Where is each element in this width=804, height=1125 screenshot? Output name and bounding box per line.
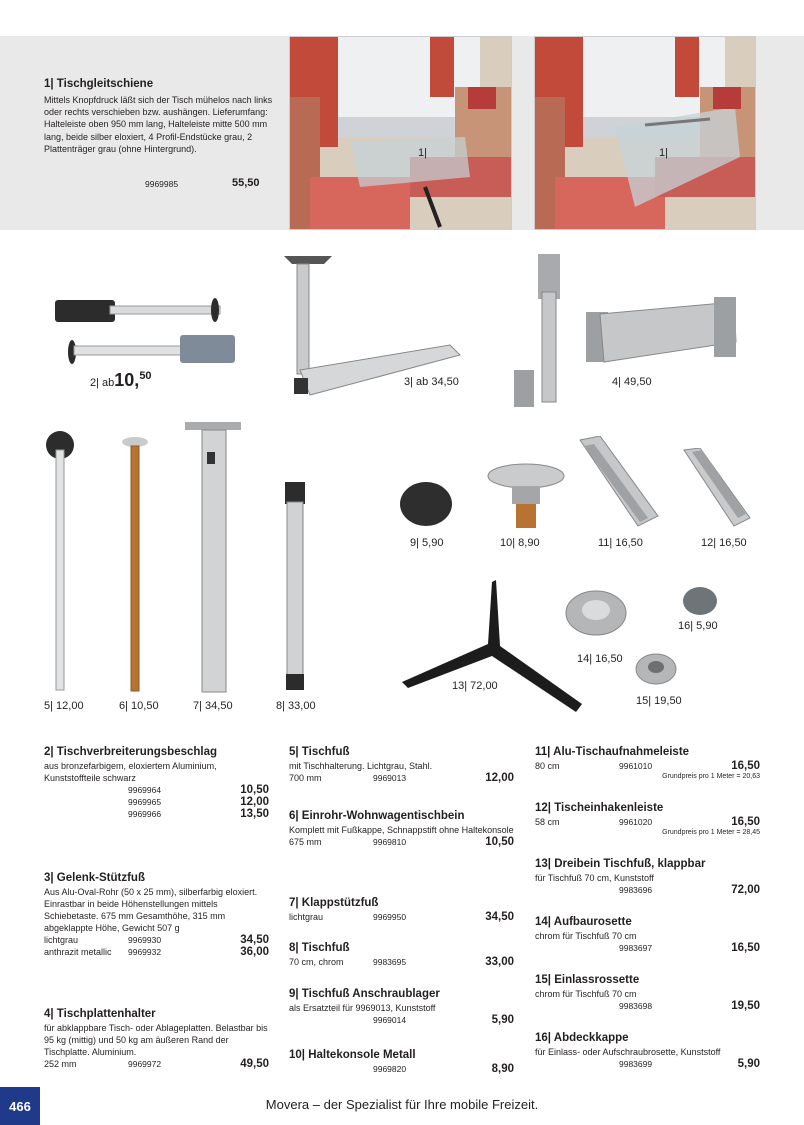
- camper-interior-image: [290, 37, 512, 230]
- product-entry: [289, 808, 514, 848]
- footer-slogan: Movera – der Spezialist für Ihre mobile Freizeit.: [265, 1097, 539, 1112]
- price: 5,90: [491, 1014, 514, 1026]
- product-entry: [289, 744, 514, 784]
- photo-table-rail-1: [289, 36, 512, 230]
- label-13: 13| 72,00: [452, 680, 498, 692]
- article-number: 9969966: [128, 809, 162, 819]
- intro-description: Mittels Knopfdruck läßt sich der Tisch mühelos nach links oder rechts verschieben bzw. aushängen. Lieferumfang: Halteleiste oben 950 mm lang, Halteleiste mitte 500 mm lang, beide silber eloxiert, 4 Profil-Endstücke grau, 2 Plattenträger grau (ohne Hintergrund).: [44, 95, 273, 154]
- product-10-metal-bracket-image: [486, 462, 566, 528]
- product-description: Aus Alu-Oval-Rohr (50 x 25 mm), silberfarbig eloxiert. Einrastbar in beide Höhenstellungen mittels Schiebetaste. 675 mm Gesamthöhe, 315 mm abgeklappte Höhe, Gewicht 507 g: [44, 887, 258, 933]
- variant: anthrazit metallic: [44, 947, 112, 957]
- product-2-extension-bracket-image: [50, 290, 240, 370]
- base-price-note: Grundpreis pro 1 Meter = 28,45: [662, 829, 760, 836]
- product-entry: [535, 800, 760, 837]
- price: 72,00: [731, 884, 760, 896]
- article-number: 9961010: [619, 761, 653, 771]
- article-number: 9983696: [619, 885, 653, 895]
- label-8: 8| 33,00: [276, 700, 316, 712]
- product-description: aus bronzefarbigem, eloxiertem Aluminium, Kunststoffteile schwarz: [44, 761, 217, 783]
- product-description: mit Tischhalterung. Lichtgrau, Stahl.: [289, 761, 433, 771]
- intro-title: 1| Tischgleitschiene: [44, 78, 154, 90]
- photo-table-rail-2: [534, 36, 756, 230]
- product-row: [535, 1000, 760, 1012]
- price: 10,50: [485, 836, 514, 848]
- product-title: 5| Tischfuß: [289, 746, 350, 758]
- price: 36,00: [240, 946, 269, 958]
- product-16-cover-cap-image: [682, 586, 718, 616]
- product-title: 4| Tischplattenhalter: [44, 1008, 156, 1020]
- article-number: 9983697: [619, 943, 653, 953]
- product-title: 13| Dreibein Tischfuß, klappbar: [535, 858, 706, 870]
- product-4-tabletop-holder-image: [514, 252, 744, 412]
- product-row: [289, 772, 514, 784]
- product-entry: [289, 895, 514, 923]
- article-number: 9969014: [373, 1015, 407, 1025]
- product-title: 8| Tischfuß: [289, 942, 350, 954]
- article-number: 9969013: [373, 773, 407, 783]
- product-entry: [289, 940, 514, 968]
- product-title: 6| Einrohr-Wohnwagentischbein: [289, 810, 465, 822]
- article-number: 9969930: [128, 935, 162, 945]
- product-title: 16| Abdeckkappe: [535, 1032, 629, 1044]
- label-16: 16| 5,90: [678, 620, 718, 632]
- variant: 80 cm: [535, 761, 560, 771]
- variant: 58 cm: [535, 817, 560, 827]
- product-7-folding-support-foot-image: [185, 422, 245, 694]
- price: 13,50: [240, 808, 269, 820]
- price: 34,50: [485, 911, 514, 923]
- product-9-screw-bearing-image: [398, 478, 454, 528]
- price: 16,50: [731, 942, 760, 954]
- label-2: 2| ab10,50: [90, 370, 152, 390]
- product-row: [44, 796, 269, 808]
- label-10: 10| 8,90: [500, 537, 540, 549]
- camper-interior-image-2: [535, 37, 756, 230]
- product-row: [44, 946, 269, 958]
- product-title: 2| Tischverbreiterungsbeschlag: [44, 746, 218, 758]
- product-description: chrom für Tischfuß 70 cm: [535, 931, 637, 941]
- product-description: für abklappbare Tisch- oder Ablageplatten. Belastbar bis 95 kg (mittig) und 50 kg am äußeren Rand der Tischplatte. Aluminium.: [44, 1023, 268, 1057]
- product-row: [535, 760, 760, 772]
- price: 8,90: [491, 1063, 514, 1075]
- article-number: 9969950: [373, 912, 407, 922]
- label-3: 3| ab 34,50: [404, 376, 459, 388]
- price: 49,50: [240, 1058, 269, 1070]
- product-row: [535, 1058, 760, 1070]
- product-12-hook-rail-image: [682, 448, 752, 528]
- product-row: [44, 1058, 269, 1070]
- label-4: 4| 49,50: [612, 376, 652, 388]
- variant: lichtgrau: [44, 935, 79, 945]
- label-15: 15| 19,50: [636, 695, 682, 707]
- product-entry: [535, 914, 760, 954]
- product-title: 15| Einlassrossette: [535, 974, 640, 986]
- product-title: 11| Alu-Tischaufnahmeleiste: [535, 746, 690, 758]
- article-number: 9969810: [373, 837, 407, 847]
- product-row: [289, 956, 514, 968]
- product-row: [44, 784, 269, 796]
- label-7: 7| 34,50: [193, 700, 233, 712]
- product-title: 9| Tischfuß Anschraublager: [289, 988, 440, 1000]
- product-11-alu-table-rail-image: [578, 436, 660, 528]
- product-row: [535, 884, 760, 896]
- product-entry: [535, 1030, 760, 1070]
- price: 10,50: [240, 784, 269, 796]
- product-row: [44, 808, 269, 820]
- variant: 70 cm, chrom: [289, 957, 344, 967]
- intro-price: 55,50: [232, 177, 260, 189]
- product-6-single-tube-table-leg-image: [115, 434, 155, 694]
- article-number: 9969965: [128, 797, 162, 807]
- price: 12,00: [485, 772, 514, 784]
- price: 33,00: [485, 956, 514, 968]
- price: 16,50: [731, 816, 760, 828]
- article-number: 9969820: [373, 1064, 407, 1074]
- article-number: 9969972: [128, 1059, 162, 1069]
- product-5-table-foot-image: [40, 430, 80, 695]
- product-entry: [535, 744, 760, 781]
- product-title: 3| Gelenk-Stützfuß: [44, 872, 145, 884]
- product-14-mounting-rosette-image: [556, 578, 636, 648]
- article-number: 9983698: [619, 1001, 653, 1011]
- product-15-inset-rosette-image: [634, 652, 678, 686]
- product-row: [44, 934, 269, 946]
- article-number: 9961020: [619, 817, 653, 827]
- product-row: [289, 1014, 514, 1026]
- product-description: als Ersatzteil für 9969013, Kunststoff: [289, 1003, 436, 1013]
- product-description: Komplett mit Fußkappe, Schnappstift ohne Haltekonsole: [289, 825, 514, 835]
- label-12: 12| 16,50: [701, 537, 747, 549]
- article-number: 9969964: [128, 785, 162, 795]
- product-title: 12| Tischeinhakenleiste: [535, 802, 664, 814]
- product-description: chrom für Tischfuß 70 cm: [535, 989, 637, 999]
- product-title: 14| Aufbaurosette: [535, 916, 632, 928]
- product-description: für Tischfuß 70 cm, Kunststoff: [535, 873, 654, 883]
- product-entry: [44, 744, 269, 820]
- label-9: 9| 5,90: [410, 537, 444, 549]
- article-number: 9969932: [128, 947, 162, 957]
- product-row: [289, 1063, 514, 1075]
- label-6: 6| 10,50: [119, 700, 159, 712]
- product-8-table-foot-chrome-image: [280, 480, 310, 692]
- price: 12,00: [240, 796, 269, 808]
- intro-article-number: 9969985: [145, 179, 179, 189]
- variant: 252 mm: [44, 1059, 77, 1069]
- product-entry: [44, 1006, 269, 1070]
- product-title: 10| Haltekonsole Metall: [289, 1049, 416, 1061]
- price: 19,50: [731, 1000, 760, 1012]
- product-entry: [289, 1047, 514, 1075]
- photo2-label: 1|: [659, 147, 668, 159]
- article-number: 9983699: [619, 1059, 653, 1069]
- price: 5,90: [737, 1058, 760, 1070]
- page-number: 466: [0, 1087, 40, 1125]
- price: 34,50: [240, 934, 269, 946]
- product-entry: [289, 986, 514, 1026]
- product-entry: [535, 972, 760, 1012]
- product-description: für Einlass- oder Aufschraubrosette, Kunststoff: [535, 1047, 721, 1057]
- product-title: 7| Klappstützfuß: [289, 897, 379, 909]
- product-row: [289, 911, 514, 923]
- label-11: 11| 16,50: [598, 537, 643, 549]
- variant: 675 mm: [289, 837, 322, 847]
- label-5: 5| 12,00: [44, 700, 84, 712]
- article-number: 9983695: [373, 957, 407, 967]
- product-row: [535, 942, 760, 954]
- product-row: [289, 836, 514, 848]
- variant: lichtgrau: [289, 912, 324, 922]
- price: 16,50: [731, 760, 760, 772]
- product-row: [535, 816, 760, 828]
- label-14: 14| 16,50: [577, 653, 623, 665]
- photo1-label: 1|: [418, 147, 427, 159]
- variant: 700 mm: [289, 773, 322, 783]
- base-price-note: Grundpreis pro 1 Meter = 20,63: [662, 773, 760, 780]
- product-entry: [44, 870, 269, 958]
- product-entry: [535, 856, 760, 896]
